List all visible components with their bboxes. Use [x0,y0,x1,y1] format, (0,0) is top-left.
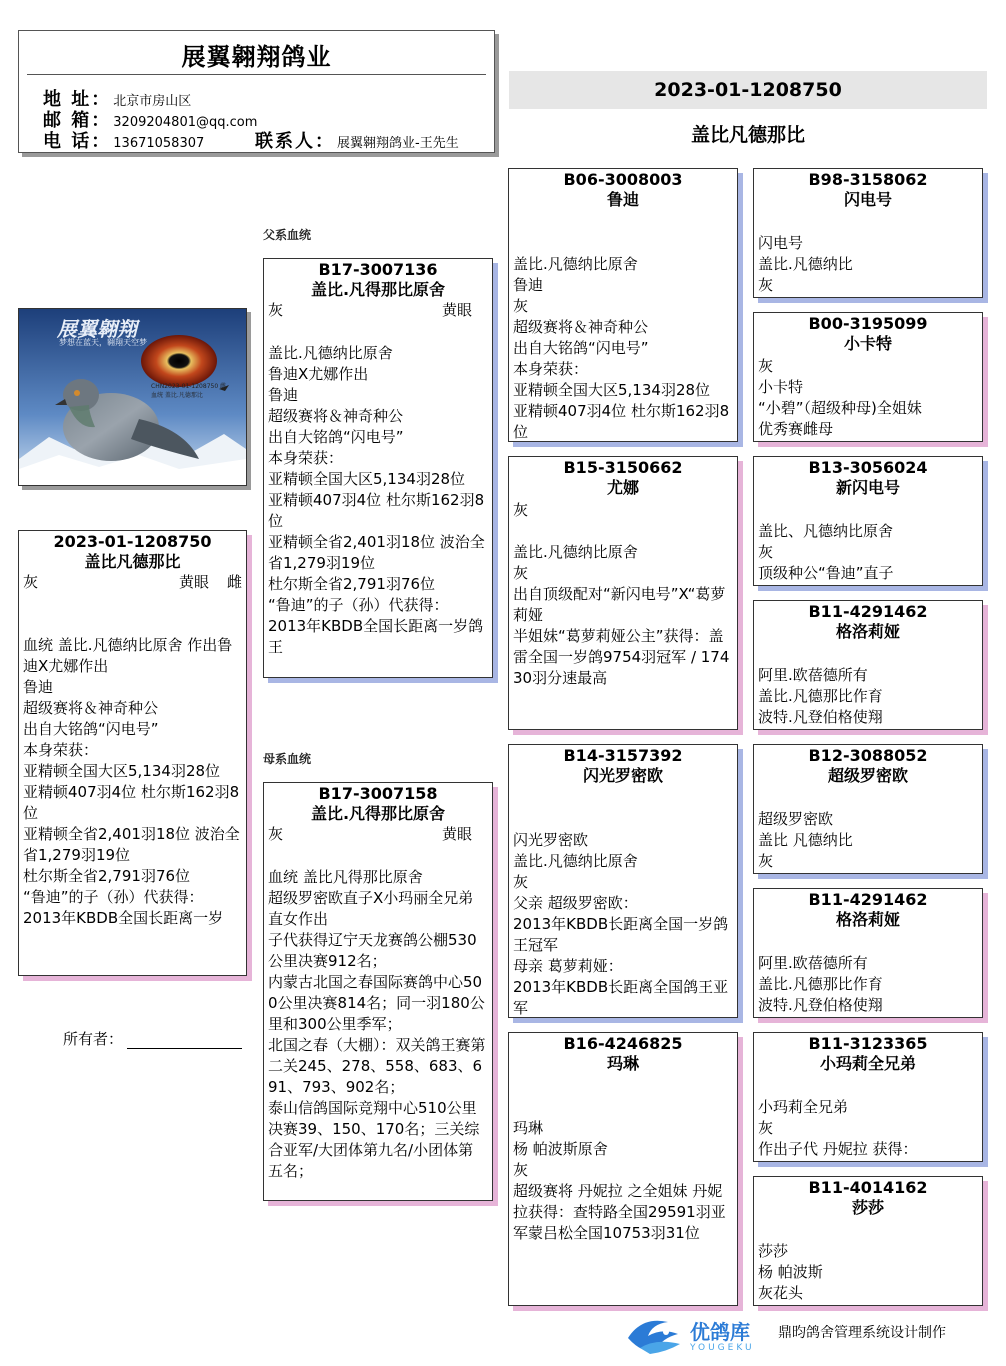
address-label: 地 址： [43,89,112,110]
phone-row [43,127,483,153]
great-grandparent-name: 超级罗密欧 [827,766,908,785]
grandparent-notes: 玛琳 杨 帕波斯原舍 灰 超级赛将 丹妮拉 之全姐妹 丹妮拉获得：查特路全国29591羽亚军蒙吕松全国10753羽31位 [513,1119,726,1242]
footer-brand-sub: YOUGEKU [690,1343,755,1353]
great-grandparent-ring: B11-4014162 [808,1178,928,1197]
great-grandparent-notes: 灰 小卡特 “小碧”（超级种母)全姐妹 优秀赛雌母 [758,357,922,438]
owner-signature-line [127,1032,242,1049]
phone-value[interactable]: 13671058307 [113,136,205,151]
great-grandparent-ring: B11-4291462 [808,602,928,621]
contact-label: 联系人： [255,131,335,152]
grandparent-card-paternal-sire[interactable] [508,168,738,442]
dam-name: 盖比.凡得那比原舍 [310,804,446,823]
great-grandparent-card-7[interactable] [753,1032,983,1162]
contact-value: 展翼翱翔鸽业-王先生 [337,136,459,151]
sire-card[interactable] [263,258,493,678]
great-grandparent-notes: 闪电号 盖比.凡德纳比 灰 [758,234,853,294]
great-grandparent-notes: 盖比、凡德纳比原舍 灰 顶级种公“鲁迪”直子 [758,522,894,582]
grandparent-ring: B06-3008003 [563,170,683,189]
great-grandparent-name: 莎莎 [851,1198,884,1217]
grandparent-ring: B16-4246825 [563,1034,683,1053]
great-grandparent-notes: 阿里.欧蓓德所有 盖比.凡德那比作育 波特.凡登伯格使翔 [758,954,883,1014]
dam-ring: B17-3007158 [318,784,438,803]
loft-header [18,30,495,153]
great-grandparent-ring: B13-3056024 [808,458,928,477]
photo-caption-ring: CHN2023-01-1208750 雌 [151,383,227,390]
loft-name: 展翼翱翔鸽业 [181,43,332,71]
grandparent-ring: B15-3150662 [563,458,683,477]
pigeon-photo [18,308,247,486]
great-grandparent-ring: B11-3123365 [808,1034,928,1053]
owner-label: 所有者： [63,1030,124,1048]
grandparent-name: 玛琳 [606,1054,639,1073]
great-grandparent-card-2[interactable] [753,312,983,442]
photo-caption-line: 梦想在蓝天，翱翔天空梦 [59,338,147,347]
great-grandparent-notes: 阿里.欧蓓德所有 盖比.凡德那比作育 波特.凡登伯格使翔 [758,666,883,726]
dam-notes: 血统 盖比凡得那比原舍 超级罗密欧直子X小玛丽全兄弟直女作出 子代获得辽宁天龙赛鸽公棚530公里决赛912名； 内蒙古北国之春国际赛鸽中心500公里决赛814名；同一羽180公里和300公里季军； 北国之春（大棚）：双关鸽王赛第二关245、278、558、683、691、793、902名； 泰山信鸽国际竞翔中心510公里决赛39、150、170名；三关综合亚军/大团体第九名/小团体第五名； [268,868,486,1180]
grandparent-name: 鲁迪 [606,190,639,209]
banner-ring: 2023-01-1208750 [509,71,987,109]
great-grandparent-card-5[interactable] [753,744,983,874]
great-grandparent-ring: B11-4291462 [808,890,928,909]
great-grandparent-name: 闪电号 [843,190,892,209]
subject-card[interactable] [18,530,247,976]
grandparent-card-maternal-sire[interactable] [508,744,738,1018]
sire-line-label: 父系血统 [263,228,312,242]
subject-color: 灰 [23,573,39,591]
photo-caption-blood: 血统 盖比.凡德那比 [151,392,203,399]
great-grandparent-card-3[interactable] [753,456,983,586]
great-grandparent-ring: B98-3158062 [808,170,928,189]
phone-label: 电 话： [43,131,112,152]
sire-attributes [264,300,492,321]
grandparent-card-maternal-dam[interactable] [508,1032,738,1306]
address-value: 北京市房山区 [113,94,192,109]
subject-notes: 血统 盖比.凡德纳比原舍 作出鲁迪X尤娜作出 鲁迪 超级赛将＆神奇种公 出自大铭鸽“闪电号” 本身荣获： 亚精顿全国大区5,134羽28位 亚精顿407羽4位 杜尔斯162羽8位 亚精顿全省2,401羽18位 波治全 省1,279羽19位 杜尔斯全省2,791羽76位 “鲁迪”的子（孙）代获得： 2013年KBDB全国长距离一岁 [23,636,240,927]
contact-row [255,127,459,153]
email-label: 邮 箱： [43,110,112,131]
great-grandparent-notes: 超级罗密欧 盖比 凡德纳比 灰 [758,810,853,870]
sire-name: 盖比.凡得那比原舍 [310,280,446,299]
great-grandparent-ring: B00-3195099 [808,314,928,333]
subject-ring: 2023-01-1208750 [53,532,212,551]
sire-eye: 黄眼 [442,301,473,319]
subject-name: 盖比凡德那比 [84,552,181,571]
dam-eye: 黄眼 [442,825,473,843]
great-grandparent-name: 小玛莉全兄弟 [819,1054,916,1073]
great-grandparent-name: 新闪电号 [835,478,900,497]
grandparent-ring: B14-3157392 [563,746,683,765]
great-grandparent-card-6[interactable] [753,888,983,1018]
great-grandparent-name: 小卡特 [843,334,892,353]
dam-attributes [264,824,492,845]
great-grandparent-card-4[interactable] [753,600,983,730]
sire-notes: 盖比.凡德纳比原舍 鲁迪X尤娜作出 鲁迪 超级赛将＆神奇种公 出自大铭鸽“闪电号” 本身荣获： 亚精顿全国大区5,134羽28位 亚精顿407羽4位 杜尔斯162羽8位 亚精顿全省2,401羽18位 波治全 省1,279羽19位 杜尔斯全省2,791羽76位 “鲁迪”的子（孙）代获得： 2013年KBDB全国长距离一岁鸽王 [268,344,485,656]
brand-swirl-icon [622,1308,692,1358]
subject-attributes [19,572,246,593]
sire-ring: B17-3007136 [318,260,438,279]
grandparent-name: 闪光罗密欧 [582,766,663,785]
great-grandparent-name: 格洛莉娅 [835,622,900,641]
footer-brand: 优鸽库 [690,1320,750,1344]
dam-line-label: 母系血统 [263,752,312,766]
great-grandparent-notes: 小玛莉全兄弟 灰 作出子代 丹妮拉 获得： [758,1098,918,1158]
subject-eye: 黄眼 [179,573,210,591]
banner-name: 盖比凡德那比 [690,124,805,146]
great-grandparent-ring: B12-3088052 [808,746,928,765]
subject-sex: 雌 [226,573,242,591]
owner-field [63,1028,242,1049]
sire-color: 灰 [268,301,284,319]
dam-color: 灰 [268,825,284,843]
dam-card[interactable] [263,782,493,1201]
email-value[interactable]: 3209204801@qq.com [113,115,258,130]
grandparent-notes: 灰 盖比.凡德纳比原舍 灰 出自顶级配对“新闪电号”X“葛萝莉娅 半姐妹“葛萝莉娅公主”获得：盖雷全国一岁鸽9754羽冠军 / 17430羽分速最高 [513,501,730,687]
photo-caption-title: 展翼翱翔 [57,317,137,341]
grandparent-card-paternal-dam[interactable] [508,456,738,730]
header-divider [27,74,486,75]
grandparent-notes: 盖比.凡德纳比原舍 鲁迪 灰 超级赛将＆神奇种公 出自大铭鸽“闪电号” 本身荣获： 亚精顿全国大区5,134羽28位 亚精顿407羽4位 杜尔斯162羽8位 [513,255,730,441]
footer-credit: 鼎昀鸽舍管理系统设计制作 [778,1325,946,1341]
great-grandparent-name: 格洛莉娅 [835,910,900,929]
great-grandparent-card-8[interactable] [753,1176,983,1306]
great-grandparent-notes: 莎莎 杨 帕波斯 灰花头 [758,1242,823,1302]
great-grandparent-card-1[interactable] [753,168,983,298]
grandparent-name: 尤娜 [606,478,639,497]
grandparent-notes: 闪光罗密欧 盖比.凡德纳比原舍 灰 父亲 超级罗密欧： 2013年KBDB长距离全国一岁鸽王冠军 母亲 葛萝莉娅： 2013年KBDB长距离全国鸽王亚军 [513,831,729,1017]
